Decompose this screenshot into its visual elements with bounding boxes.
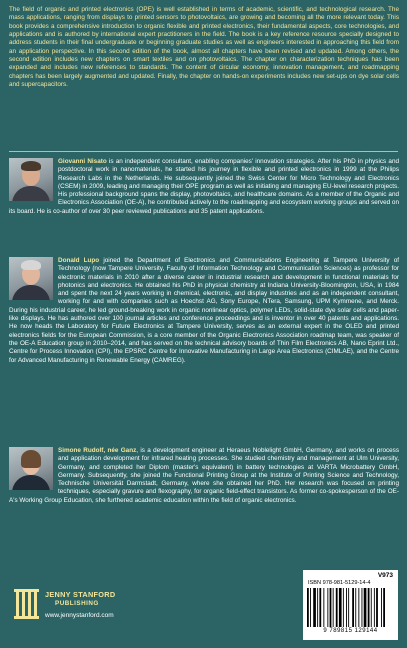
publisher-emblem-icon [12,586,46,626]
author-block-nisato [9,158,399,216]
publisher-subtitle: PUBLISHING [55,600,99,607]
author-name: Giovanni Nisato [58,158,107,165]
book-description: The field of organic and printed electronics (OPE) is well established in terms of academic, scientific, and technological research. The mass applications, ranging from displays to printed sensors to photovoltaics, are growing and becoming all the more relevant today. This book provides a comprehensive introduction to organic flexible and printed electronics, their fundamental aspects, core technologies, and applications and is authored by international expert practitioners in the field. The book is a key reference resource specially designed to address students in their final undergraduate or beginning graduate studies as well as engineers interested in approaching this field from an application perspective. In this second edition of the book, almost all chapters have been revised and updated. Among others, the second edition includes new chapters on smart textiles and on photovoltaics. The chapter on characterization techniques has been expanded and includes new references to standards. The content of circular economy, innovation management, and roadmapping chapters has been largely augmented and updated. Finally, the chapter on hands-on experiments includes new set-ups on dye solar cells and supercapacitors. [9,6,399,89]
barcode-icon [307,588,394,627]
barcode-digits: 9 789815 129144 [323,628,378,634]
publisher-name: JENNY STANFORD [45,590,116,599]
author-block-rudolf [9,447,399,505]
publisher-url: www.jennystanford.com [45,612,114,619]
barcode-box [303,570,398,640]
author-bio: joined the Department of Electronics and Communications Engineering at Tampere University of Technology (now Tampere University, Faculty of Information Technology and Communication Sciences) as professor for electronic materials in 2010 after a diverse career in industrial research and development in functional materials for photonics and electronics. He obtained his PhD in physical chemistry at Indiana University-Bloomington, USA, in 1984 and spent the next 24 years working in chemical, electronic, and display industries and as an independent consultant, working for and with companies such as Hoechst AG, Sony Europe, NTera, Samsung, UPM Kymmene, and Merck. During his industrial career, he led ground-breaking work in organic nonlinear optics, polymer LEDs, solid-state dye solar cells and paper-like displays. He has authored over 100 journal articles and conference proceedings and is inventor in over 40 patents and applications. He now heads the Laboratory for Future Electronics at Tampere University, serves as an external expert in the OLED and printed electronics fields for the European Commission, is a core member of the Organic Electronics Association roadmap team, was speaker of the OE-A Education group in 2010–2014, and has served on the technical advisory boards of Thin Film Electronics AB, Nano Eprint Ltd., Centre for Process Innovation (CPI), the EPSRC Centre for Innovative Manufacturing in Large Area Electronics (CIMLAE), and the Centre for Advanced Manufacturing in Renewable Energy (CAMREG). [9,257,399,364]
author-photo-rudolf [9,447,53,490]
divider [9,151,398,152]
author-bio: , is a development engineer at Heraeus Noblelight GmbH, Germany, and works on process and application development for infrared heating processes. She studied chemistry and management at Ulm University, Germany, and completed her Diplom (master's equivalent) in battery technologies at VARTA Microbattery GmbH, Germany. Subsequently, she joined the Functional Printing Group at the Institute of Printing Science and Technology, Technische Universität Darmstadt, Germany, where she obtained her PhD. Her research was focused on printing techniques, especially gravure and flexography, for organic field-effect transistors. As former co-spokesperson of the OE-A's Working Group Education, she furthered academic education within the field of organic electronics. [9,447,400,504]
publisher-logo [12,586,192,636]
author-name: Donald Lupo [58,257,100,264]
author-photo-lupo [9,257,53,300]
isbn-text: ISBN 978-981-5129-14-4 [308,580,371,586]
product-code: V973 [377,572,393,579]
author-block-lupo [9,257,399,365]
author-photo-nisato [9,158,53,201]
author-name: Simone Rudolf, née Ganz [58,447,137,454]
author-bio: is an independent consultant, enabling companies' innovation strategies. After his PhD in physics and postdoctoral work in nanomaterials, he started his journey in flexible and printed electronics in 1999 at the Philips Research Labs in the Netherlands. He subsequently joined the Swiss Center for Micro Technology and Electronics (CSEM) in 2009, leading and managing their OPE program as well as initiating and managing EU-level research projects. His professional background spans the display, photovoltaics, and healthcare domains. As a member of the Organic and Electronics Association (OE-A), he contributed actively to the roadmapping and ecosystem working groups and served on its board. He is co-author of over 30 peer reviewed publications and 35 patent applications. [9,158,399,215]
